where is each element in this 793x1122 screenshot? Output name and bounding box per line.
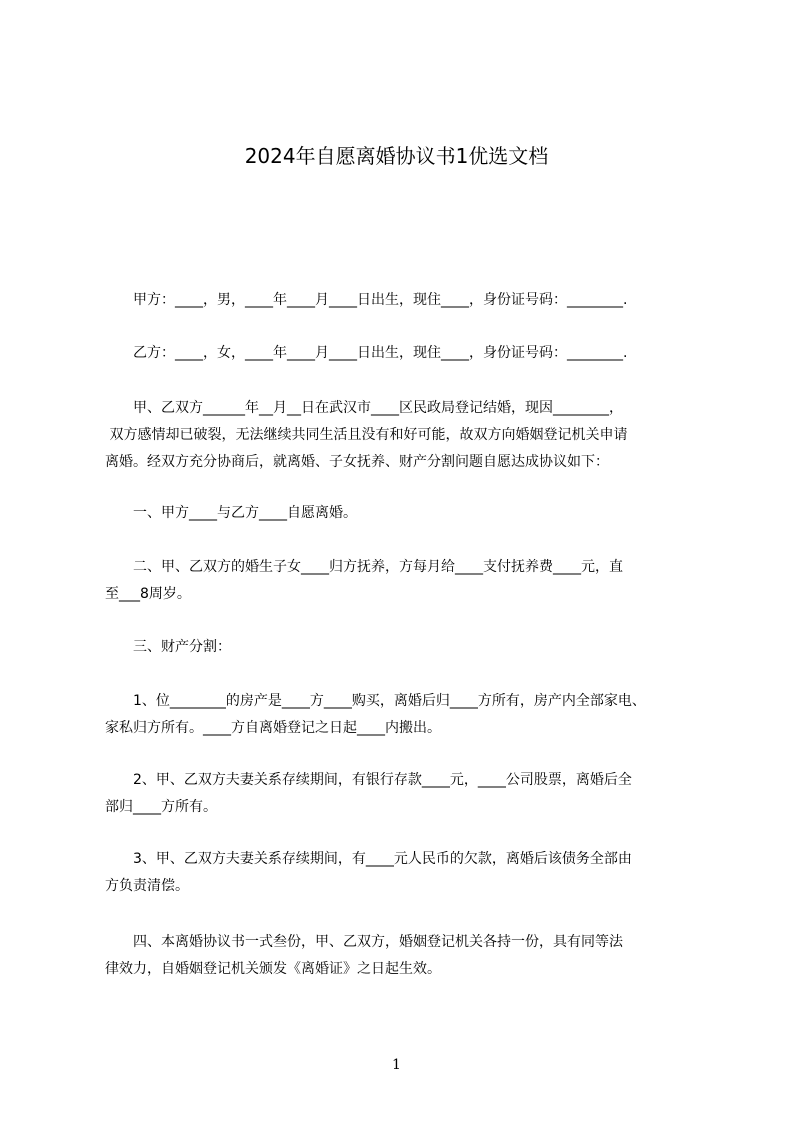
clause-three-heading (105, 634, 705, 661)
text-line: 甲、乙双方______年__月__日在武汉市____区民政局登记结婚，现因________， (105, 400, 623, 416)
page-number: 1 (392, 1057, 401, 1073)
clause-three-item-two (105, 767, 705, 821)
intro-paragraph (105, 395, 705, 476)
party-a-info (105, 287, 705, 314)
text-line: 1、位________的房产是____方____购买，离婚后归____方所有，房产内全部家电、 (105, 693, 646, 709)
text-line: 3、甲、乙双方夫妻关系存续期间，有____元人民币的欠款，离婚后该债务全部由 (105, 851, 632, 867)
clause-two (105, 554, 705, 608)
clause-three-item-three (105, 846, 705, 900)
party-b-info (105, 340, 705, 367)
document-title: 2024年自愿离婚协议书1优选文档 (244, 144, 549, 168)
text-line: 四、本离婚协议书一式叁份，甲、乙双方，婚姻登记机关各持一份，具有同等法 (105, 934, 623, 950)
text-line: 三、财产分割： (105, 639, 231, 655)
text-line: 方负责清偿。 (105, 878, 189, 894)
text-line: 离婚。经双方充分协商后，就离婚、子女抚养、财产分割问题自愿达成协议如下： (105, 454, 609, 470)
text-line: 至___8周岁。 (105, 586, 191, 602)
text-line: 双方感情却已破裂，无法继续共同生活且没有和好可能，故双方向婚姻登记机关申请 (105, 427, 628, 443)
text-line: 2、甲、乙双方夫妻关系存续期间，有银行存款____元，____公司股票，离婚后全 (105, 772, 632, 788)
text-line: 部归____方所有。 (105, 799, 217, 815)
clause-one (105, 500, 705, 527)
clause-four (105, 929, 705, 983)
text-line: 一、甲方____与乙方____自愿离婚。 (105, 505, 357, 521)
text-line: 甲方：____，男，____年____月____日出生，现住____，身份证号码：________. (105, 292, 628, 308)
text-line: 乙方：____，女，____年____月____日出生，现住____，身份证号码：________. (105, 345, 628, 361)
text-line: 家私归方所有。____方自离婚登记之日起____内搬出。 (105, 720, 441, 736)
text-line: 律效力，自婚姻登记机关颁发《离婚证》之日起生效。 (105, 961, 441, 977)
clause-three-item-one (105, 688, 705, 742)
text-line: 二、甲、乙双方的婚生子女____归方抚养，方每月给____支付抚养费____元，直 (105, 559, 623, 575)
